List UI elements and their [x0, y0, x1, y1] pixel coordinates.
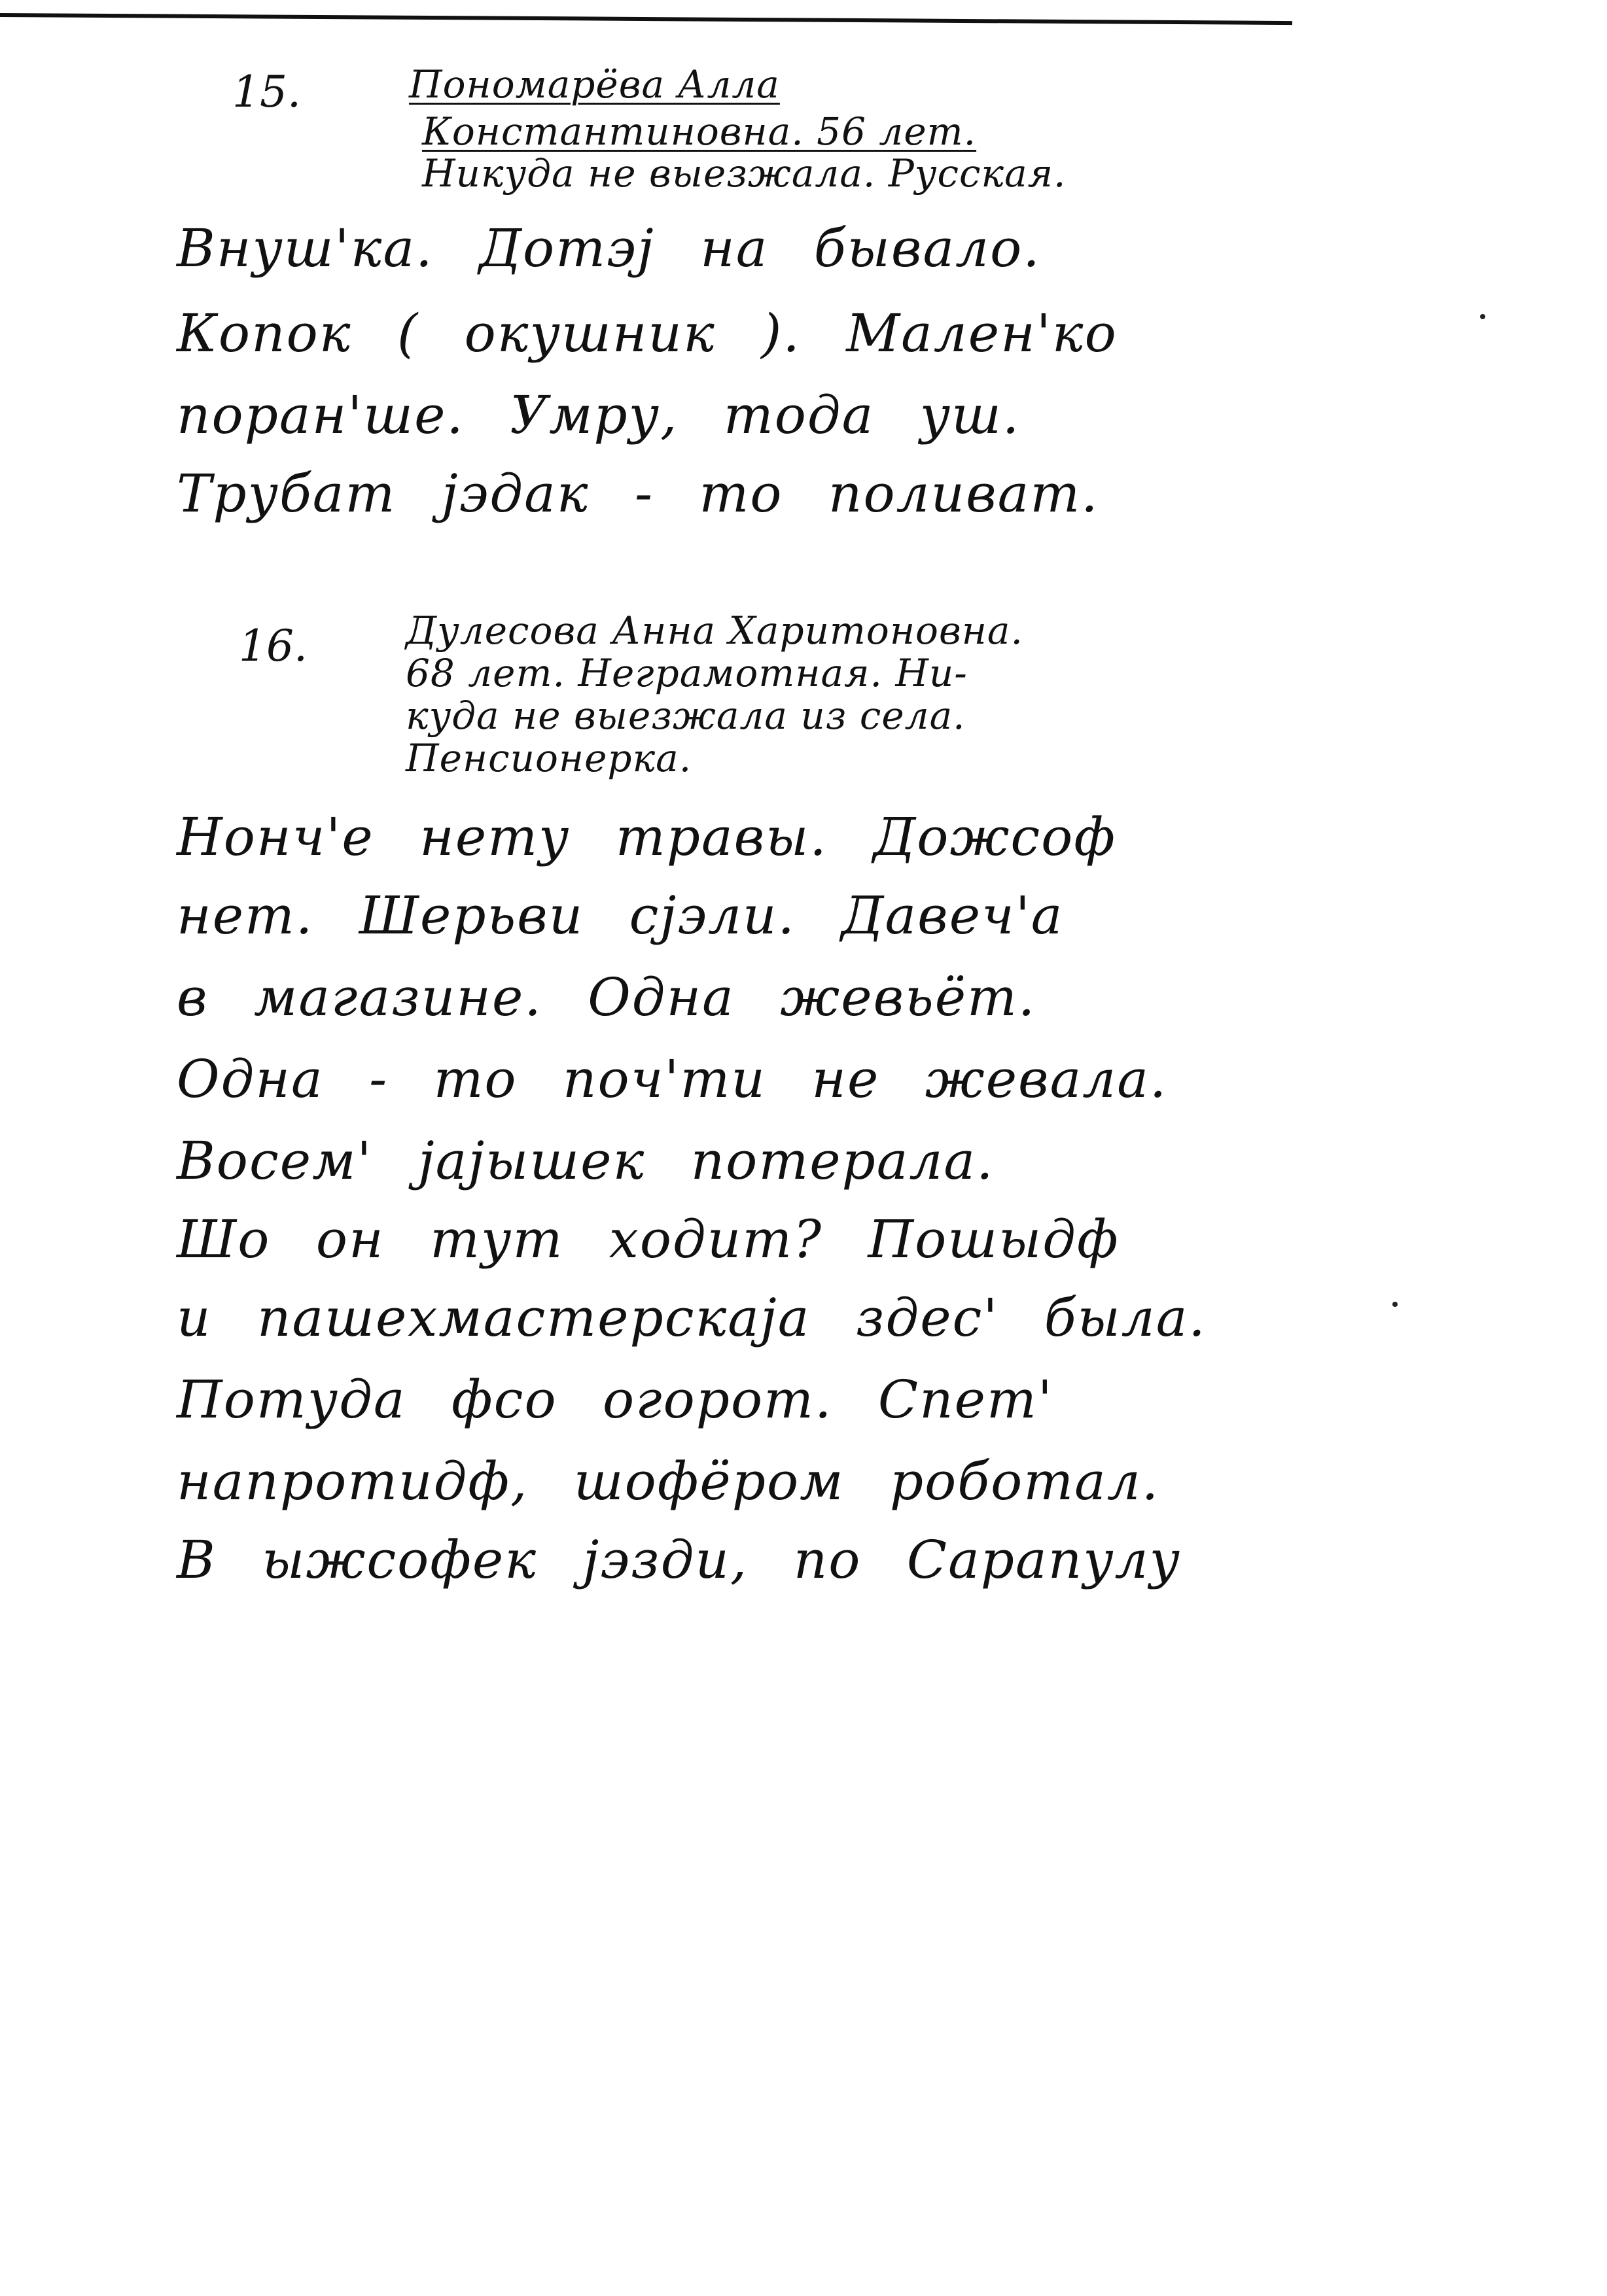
entry-header-line: 68 лет. Неграмотная. Ни- — [406, 651, 968, 695]
transcript-line: Одна - то поч'ти не жевала. — [177, 1049, 1168, 1109]
transcript-line: Восем' jajышек потерала. — [177, 1130, 995, 1191]
entry-number: 15. — [232, 67, 301, 117]
transcript-line: нет. Шерьви сjэли. Давеч'а — [177, 885, 1064, 946]
ink-speck — [1480, 314, 1485, 319]
top-rule-line — [0, 13, 1292, 25]
transcript-line: поран'ше. Умру, тода уш. — [177, 385, 1021, 445]
transcript-line: Шо он тут ходит? Пошыдф — [177, 1209, 1120, 1270]
transcript-line: Трубат jэдак - то поливат. — [177, 463, 1099, 524]
transcript-line: Копок ( окушник ). Мален'ко — [177, 303, 1118, 364]
transcript-line: Нонч'е нету травы. Дожсоф — [177, 807, 1116, 867]
entry-header-line: Пономарёва Алла — [409, 62, 780, 107]
entry-header-line: Пенсионерка. — [406, 736, 692, 780]
transcript-line: Внуш'ка. Дотэj на бывало. — [177, 218, 1041, 279]
entry-number: 16. — [239, 621, 308, 671]
transcript-line: и пашехмастерскаjа здес' была. — [177, 1287, 1207, 1348]
transcript-line: в магазине. Одна жевьёт. — [177, 967, 1036, 1028]
transcript-line: В ыжсофек jэзди, по Сарапулу — [177, 1529, 1181, 1590]
transcript-line: напротидф, шофёром роботал. — [177, 1451, 1160, 1512]
entry-header-line: Дулесова Анна Харитоновна. — [406, 608, 1023, 653]
entry-header-line: Никуда не выезжала. Русская. — [422, 151, 1067, 196]
ink-speck — [1392, 1302, 1398, 1307]
entry-header-line: куда не выезжала из села. — [406, 693, 966, 738]
transcript-line: Потуда фсо огорот. Спет' — [177, 1369, 1053, 1430]
entry-header-line: Константиновна. 56 лет. — [422, 109, 977, 154]
